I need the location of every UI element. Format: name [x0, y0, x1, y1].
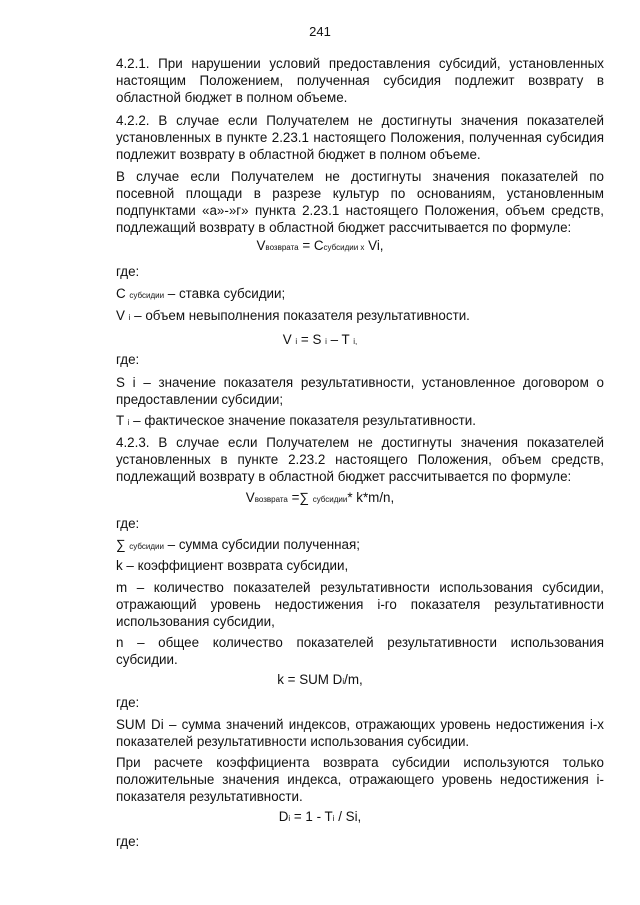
formula-k: k = SUM Di/m, [277, 672, 363, 687]
paragraph-calculation: При расчете коэффициента возврата субсидии используются только положительные значения индекса, отражающего уровень недостижения i-показателя результативности. [116, 755, 604, 804]
definition-sum: ∑ субсидии – сумма субсидии полученная; [116, 537, 360, 552]
formula-d: Di = 1 - Ti / Si, [278, 809, 362, 824]
definition-v: V i – объем невыполнения показателя результативности. [116, 308, 470, 323]
where-label: где: [116, 695, 140, 710]
where-label: где: [116, 516, 140, 531]
formula-v-return: Vвозврата = Cсубсидии x Vi, [256, 238, 384, 253]
formula-v-i: V i = S i – T i, [282, 332, 358, 347]
paragraph-4-2-2: 4.2.2. В случае если Получателем не достигнуты значения показателей установленных в пункте 2.23.1 настоящего Положения, полученная субсидия подлежит возврату в областной бюджет в полном объеме. [116, 113, 604, 162]
paragraph-4-2-3: 4.2.3. В случае если Получателем не достигнуты значения показателей установленных в пункте 2.23.2 настоящего Положения, объем средств, подлежащий возврату в областной бюджет рассчитывается по формуле: [116, 435, 604, 484]
definition-s: S i – значение показателя результативности, установленное договором о предоставлении субсидии; [116, 375, 604, 407]
definition-c: C субсидии – ставка субсидии; [116, 286, 286, 301]
where-label: где: [116, 264, 140, 279]
definition-t: T i – фактическое значение показателя результативности. [116, 413, 476, 428]
definition-sum-d: SUM Di – сумма значений индексов, отражающих уровень недостижения i-х показателей результативности использования субсидии. [116, 717, 604, 749]
paragraph-return-formula-intro: В случае если Получателем не достигнуты значения показателей по посевной площади в разрезе культур по основаниям, установленным подпунктами «а»-»г» пункта 2.23.1 настоящего Положения, объем средств, подлежащий возврату в областной бюджет рассчитывается по формуле: [116, 169, 604, 235]
definition-m: m – количество показателей результативности использования субсидии, отражающий уровень недостижения i-го показателя результативности использования субсидии, [116, 580, 604, 629]
where-label: где: [116, 352, 140, 367]
definition-n: n – общее количество показателей результативности использования субсидии. [116, 635, 604, 667]
paragraph-4-2-1: 4.2.1. При нарушении условий предоставления субсидий, установленных настоящим Положением, полученная субсидия подлежит возврату в областной бюджет в полном объеме. [116, 56, 604, 105]
formula-v-return-sum: Vвозврата =∑ субсидии* k*m/n, [245, 490, 395, 505]
where-label: где: [116, 834, 140, 849]
page-number: 241 [309, 24, 331, 39]
definition-k: k – коэффициент возврата субсидии, [116, 558, 349, 573]
